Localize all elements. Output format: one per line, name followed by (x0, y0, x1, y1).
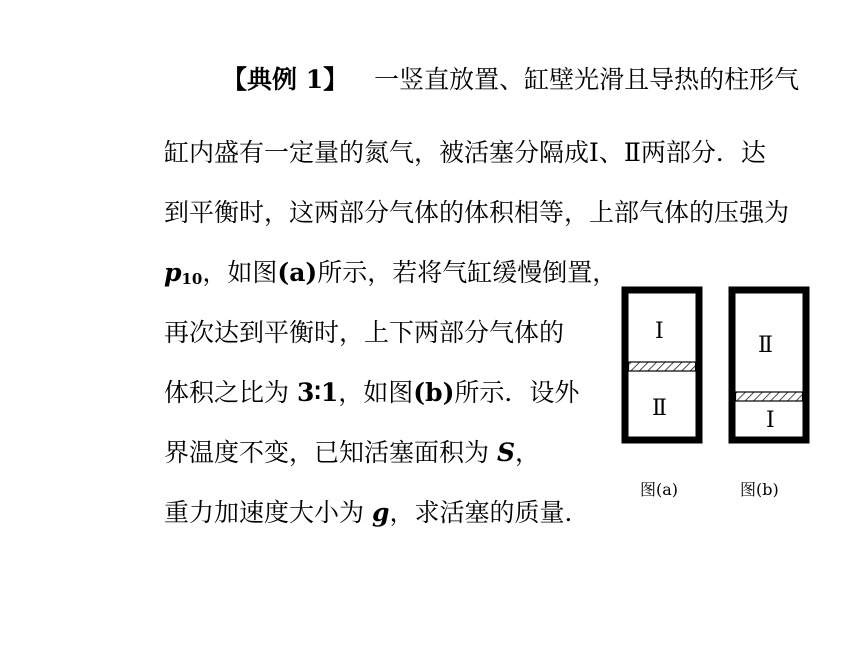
cylinder-a-bottom-label: Ⅱ (652, 396, 667, 421)
figure-a-caption: 图(a) (640, 480, 679, 499)
line6-text-a: 界温度不变，已知活塞面积为 (164, 438, 497, 467)
cylinder-b (732, 290, 806, 440)
line7-text-a: 重力加速度大小为 (164, 498, 372, 527)
cylinder-a-top-label: Ⅰ (655, 319, 664, 344)
piston-a (629, 362, 696, 371)
cylinder-b-top-label: Ⅱ (758, 333, 773, 358)
figure-a-ref: (a) (277, 258, 318, 287)
line5-text-e: 所示．设外 (454, 378, 580, 407)
volume-ratio: 3∶1 (296, 378, 339, 407)
cylinder-b-bottom-label: Ⅰ (766, 408, 775, 433)
line5-text-a: 体积之比为 (164, 378, 297, 407)
line5-text-c: ，如图 (338, 378, 414, 407)
problem-line-4: 再次达到平衡时，上下两部分气体的 (164, 318, 565, 347)
title-text: 一竖直放置、缸壁光滑且导热的柱形气 (374, 65, 800, 94)
line3-text-a: ，如图 (202, 258, 278, 287)
cylinder-a (625, 290, 699, 440)
line3-text-c: 所示，若将气缸缓慢倒置， (317, 258, 618, 287)
gravity-symbol: g (371, 498, 390, 527)
example-tag: 【典例 1】 (222, 65, 349, 94)
line7-text-c: ，求活塞的质量． (389, 498, 590, 527)
figure-b-caption: 图(b) (740, 480, 779, 499)
pressure-subscript: 10 (181, 270, 203, 288)
line6-text-c: ， (515, 438, 541, 467)
problem-line-1: 缸内盛有一定量的氮气，被活塞分隔成Ⅰ、Ⅱ两部分．达 (164, 138, 766, 167)
figure-b-ref: (b) (413, 378, 455, 407)
pressure-symbol: p (164, 258, 182, 287)
piston-b (736, 392, 803, 401)
area-symbol: S (496, 438, 516, 467)
problem-line-2: 到平衡时，这两部分气体的体积相等，上部气体的压强为 (164, 198, 790, 227)
